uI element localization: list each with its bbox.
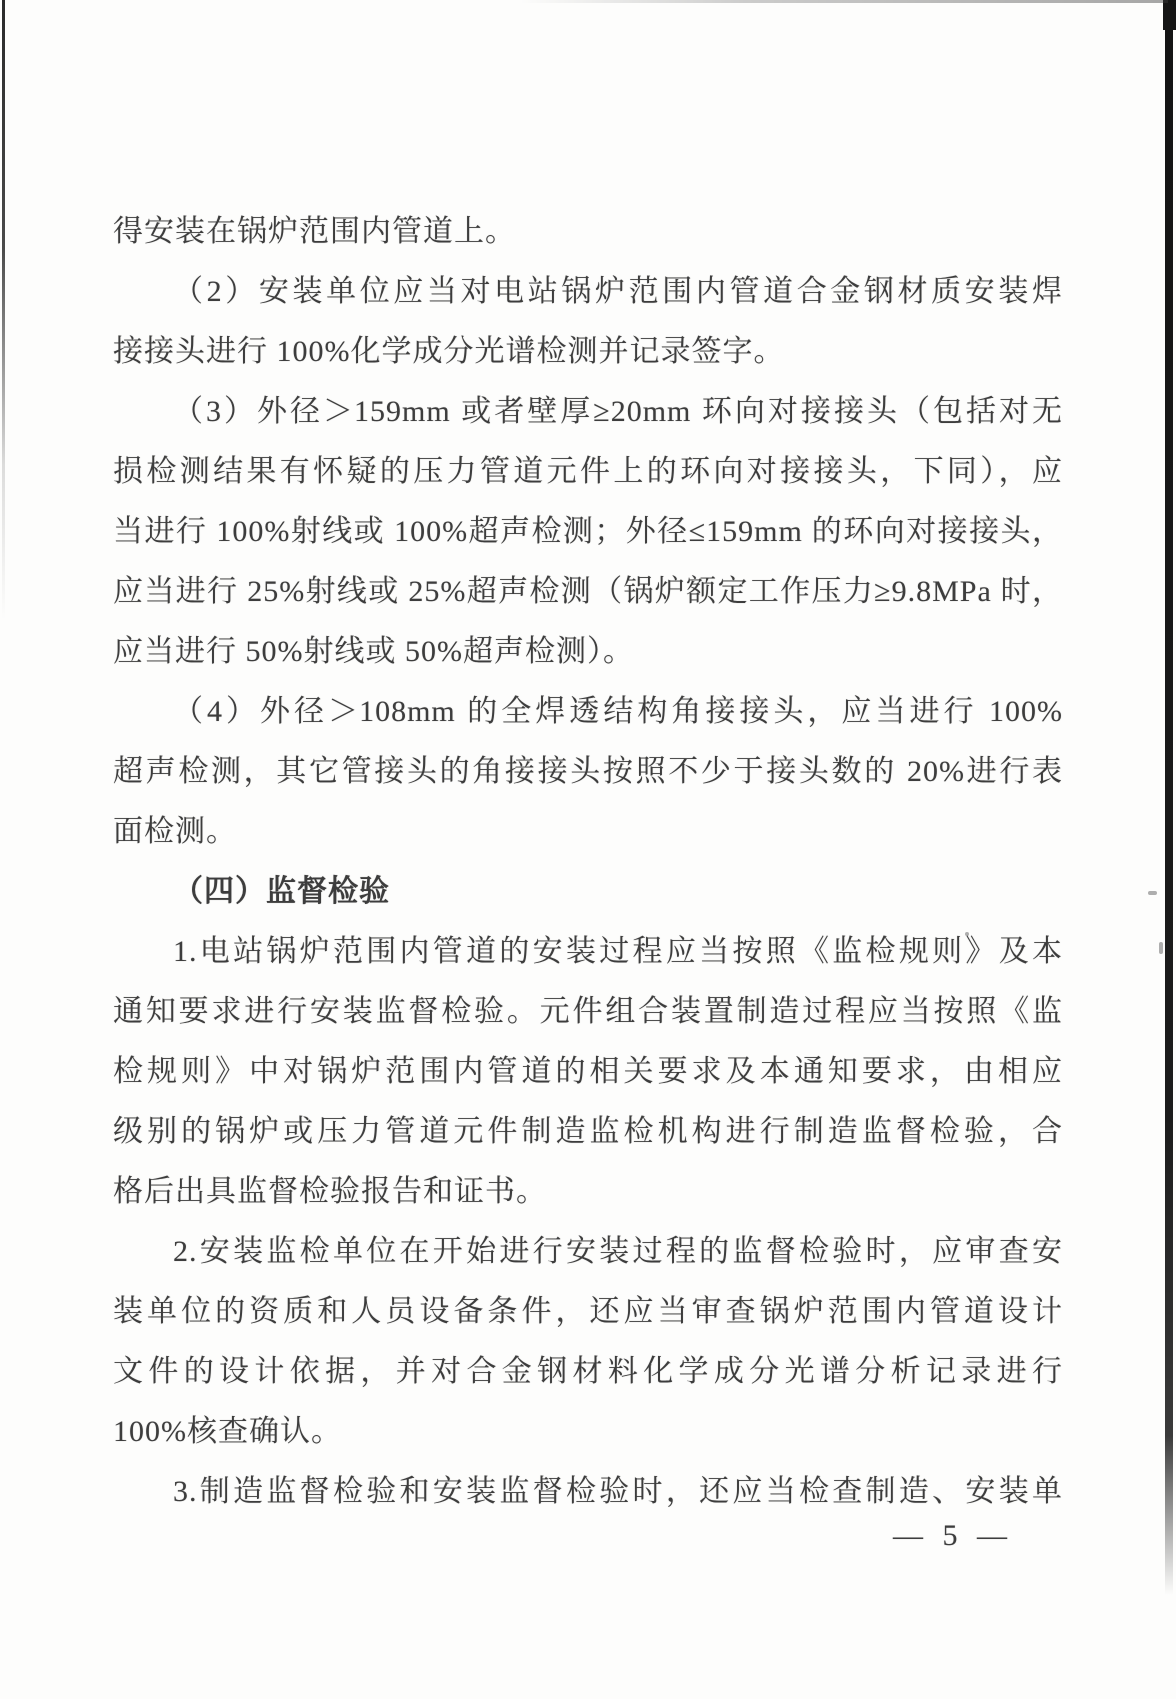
text-line-16: 级别的锅炉或压力管道元件制造监检机构进行制造监督检验，合 — [113, 1115, 1063, 1148]
text-line-14: 通知要求进行安装监督检验。元件组合装置制造过程应当按照《监 — [113, 995, 1063, 1028]
text-line-5: 损检测结果有怀疑的压力管道元件上的环向对接接头，下同），应 — [113, 455, 1063, 488]
page-number: — 5 — — [893, 1519, 1007, 1552]
text-line-13: 1.电站锅炉范围内管道的安装过程应当按照《监检规则》及本 — [173, 935, 1063, 968]
text-line-8: 应当进行 50%射线或 50%超声检测）。 — [113, 635, 634, 668]
scan-speck — [1148, 891, 1157, 895]
text-line-19: 装单位的资质和人员设备条件，还应当审查锅炉范围内管道设计 — [113, 1295, 1063, 1328]
text-line-2: （2）安装单位应当对电站锅炉范围内管道合金钢材质安装焊 — [173, 275, 1063, 308]
text-line-3: 接接头进行 100%化学成分光谱检测并记录签字。 — [113, 335, 785, 368]
scan-artifact-right-edge — [1165, 0, 1173, 1595]
scan-artifact-left-edge — [2, 0, 5, 620]
text-line-15: 检规则》中对锅炉范围内管道的相关要求及本通知要求，由相应 — [113, 1055, 1063, 1088]
text-line-22: 3.制造监督检验和安装监督检验时，还应当检查制造、安装单 — [173, 1475, 1063, 1508]
scan-artifact-top-edge — [520, 0, 1168, 3]
text-line-10: 超声检测，其它管接头的角接接头按照不少于接头数的 20%进行表 — [113, 755, 1063, 788]
text-line-6: 当进行 100%射线或 100%超声检测；外径≤159mm 的环向对接接头， — [113, 515, 1063, 548]
text-line-12: （四）监督检验 — [173, 875, 390, 908]
text-line-21: 100%核查确认。 — [113, 1415, 342, 1448]
text-line-20: 文件的设计依据，并对合金钢材料化学成分光谱分析记录进行 — [113, 1355, 1063, 1388]
text-line-7: 应当进行 25%射线或 25%超声检测（锅炉额定工作压力≥9.8MPa 时， — [113, 575, 1063, 608]
text-line-1: 得安装在锅炉范围内管道上。 — [113, 215, 516, 248]
text-line-17: 格后出具监督检验报告和证书。 — [113, 1175, 547, 1208]
text-line-18: 2.安装监检单位在开始进行安装过程的监督检验时，应审查安 — [173, 1235, 1063, 1268]
text-line-9: （4）外径＞108mm 的全焊透结构角接接头，应当进行 100% — [173, 695, 1063, 728]
text-line-11: 面检测。 — [113, 815, 237, 848]
scan-speck — [1159, 942, 1163, 954]
text-line-4: （3）外径＞159mm 或者壁厚≥20mm 环向对接接头（包括对无 — [173, 395, 1063, 428]
scan-artifact-right-corner — [1163, 0, 1176, 30]
text-block — [113, 202, 1063, 1522]
